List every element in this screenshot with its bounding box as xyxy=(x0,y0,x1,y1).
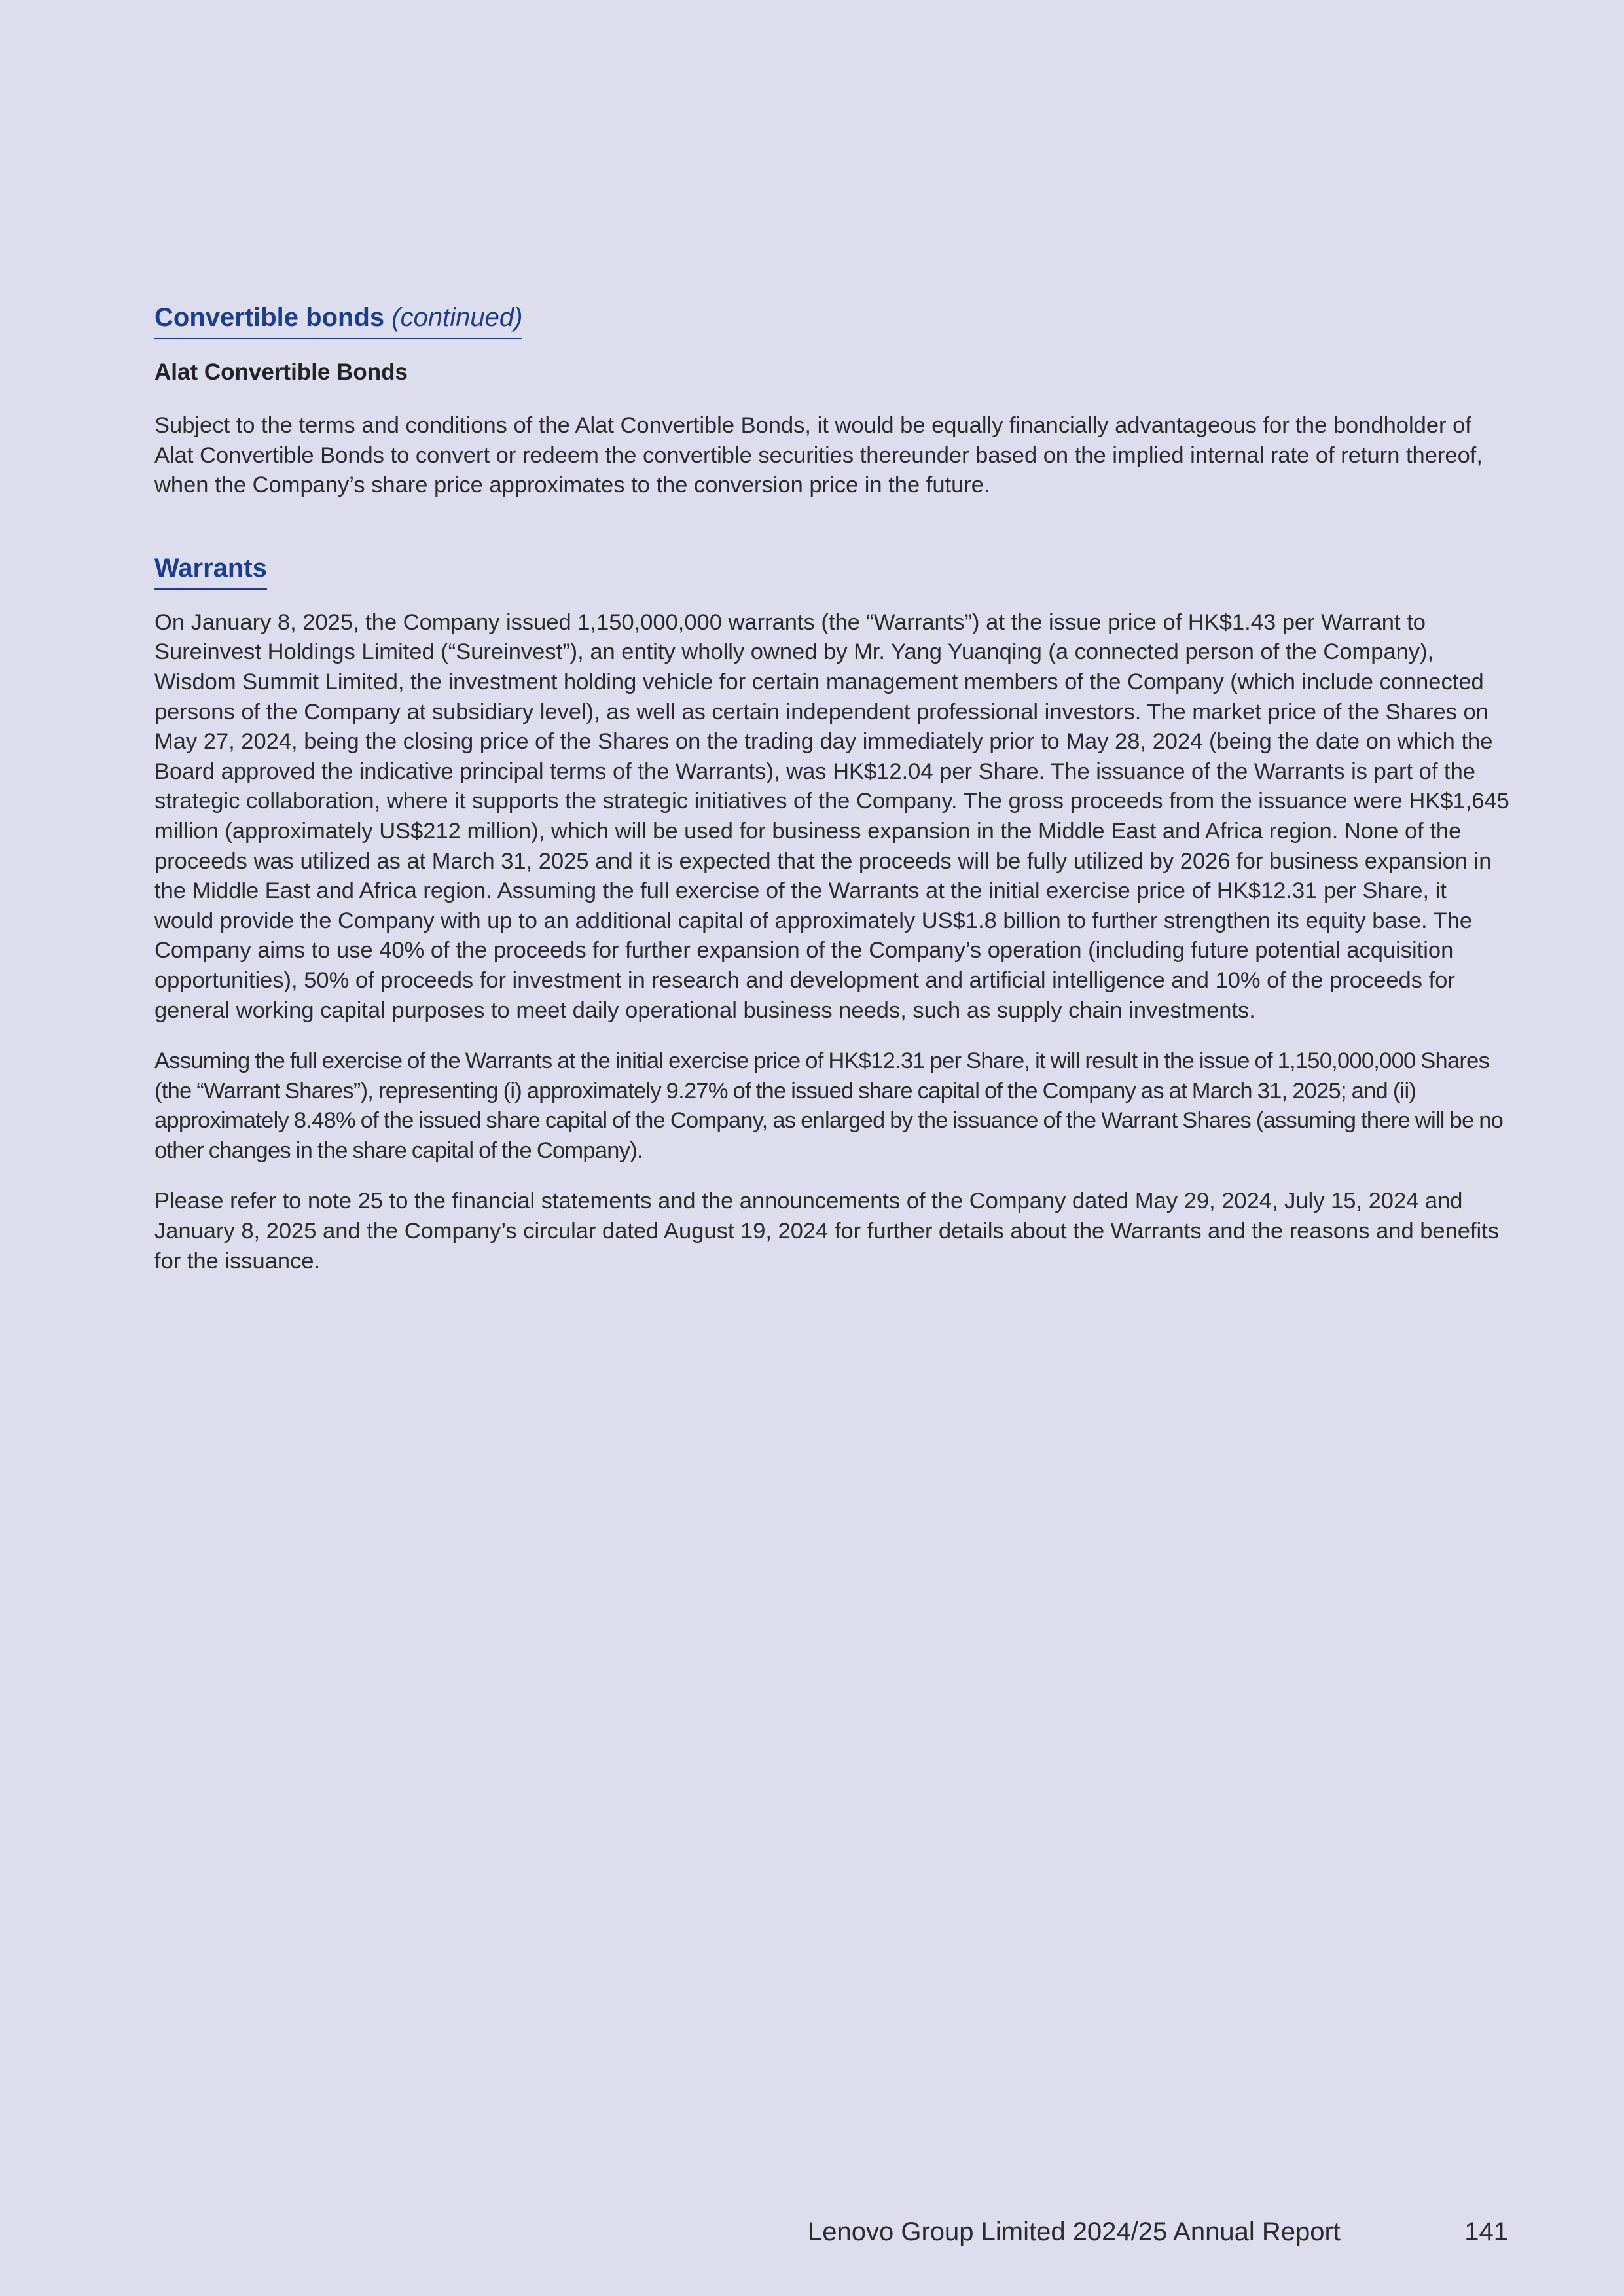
section-heading-convertible-bonds xyxy=(154,302,522,339)
paragraph-alat-bonds: Subject to the terms and conditions of the Alat Convertible Bonds, it would be equally financially advantageous for the bondholder of Alat Convertible Bonds to convert or redeem the convertible securities thereunder based on the implied internal rate of return thereof, when the Company’s share price approximates to the conversion price in the future. xyxy=(154,413,1483,498)
subheading-alat-convertible-bonds: Alat Convertible Bonds xyxy=(154,359,408,385)
paragraph-warrants-exercise: Assuming the full exercise of the Warrants at the initial exercise price of HK$12.31 per Share, it will result in the issue of 1,150,000,000 Shares (the “Warrant Shares”), representing (i) approximately 9.27% of the issued share capital of the Company as at March 31, 2025; and (ii) approximately 8.48% of the issued share capital of the Company, as enlarged by the issuance of the Warrant Shares (assuming there will be no other changes in the share capital of the Company). xyxy=(154,1049,1504,1163)
paragraph-warrants-reference: Please refer to note 25 to the financial statements and the announcements of the Company dated May 29, 2024, July 15, 2024 and January 8, 2025 and the Company’s circular dated August 19, 2024 for further details about the Warrants and the reasons and benefits for the issuance. xyxy=(154,1189,1500,1274)
footer-report-title: Lenovo Group Limited 2024/25 Annual Report xyxy=(808,2217,1341,2246)
paragraph-warrants-issue: On January 8, 2025, the Company issued 1,150,000,000 warrants (the “Warrants”) at the issue price of HK$1.43 per Warrant to Sureinvest Holdings Limited (“Sureinvest”), an entity wholly owned by Mr. Yang Yuanqing (a connected person of the Company), Wisdom Summit Limited, the investment holding vehicle for certain management members of the Company (which include connected persons of the Company at subsidiary level), as well as certain independent professional investors. The market price of the Shares on May 27, 2024, being the closing price of the Shares on the trading day immediately prior to May 28, 2024 (being the date on which the Board approved the indicative principal terms of the Warrants), was HK$12.04 per Share. The issuance of the Warrants is part of the strategic collaboration, where it supports the strategic initiatives of the Company. The gross proceeds from the issuance were HK$1,645 million (approximately US$212 million), which will be used for business expansion in the Middle East and Africa region. None of the proceeds was utilized as at March 31, 2025 and it is expected that the proceeds will be fully utilized by 2026 for business expansion in the Middle East and Africa region. Assuming the full exercise of the Warrants at the initial exercise price of HK$12.31 per Share, it would provide the Company with up to an additional capital of approximately US$1.8 billion to further strengthen its equity base. The Company aims to use 40% of the proceeds for further expansion of the Company’s operation (including future potential acquisition opportunities), 50% of proceeds for investment in research and development and artificial intelligence and 10% of the proceeds for general working capital purposes to meet daily operational business needs, such as supply chain investments. xyxy=(154,609,1509,1023)
section-heading-warrants: Warrants xyxy=(154,553,267,590)
page-number: 141 xyxy=(1464,2217,1508,2246)
section-heading-text: Convertible bonds xyxy=(154,303,385,332)
main-content xyxy=(154,302,1509,1276)
continued-label: (continued) xyxy=(391,303,523,332)
